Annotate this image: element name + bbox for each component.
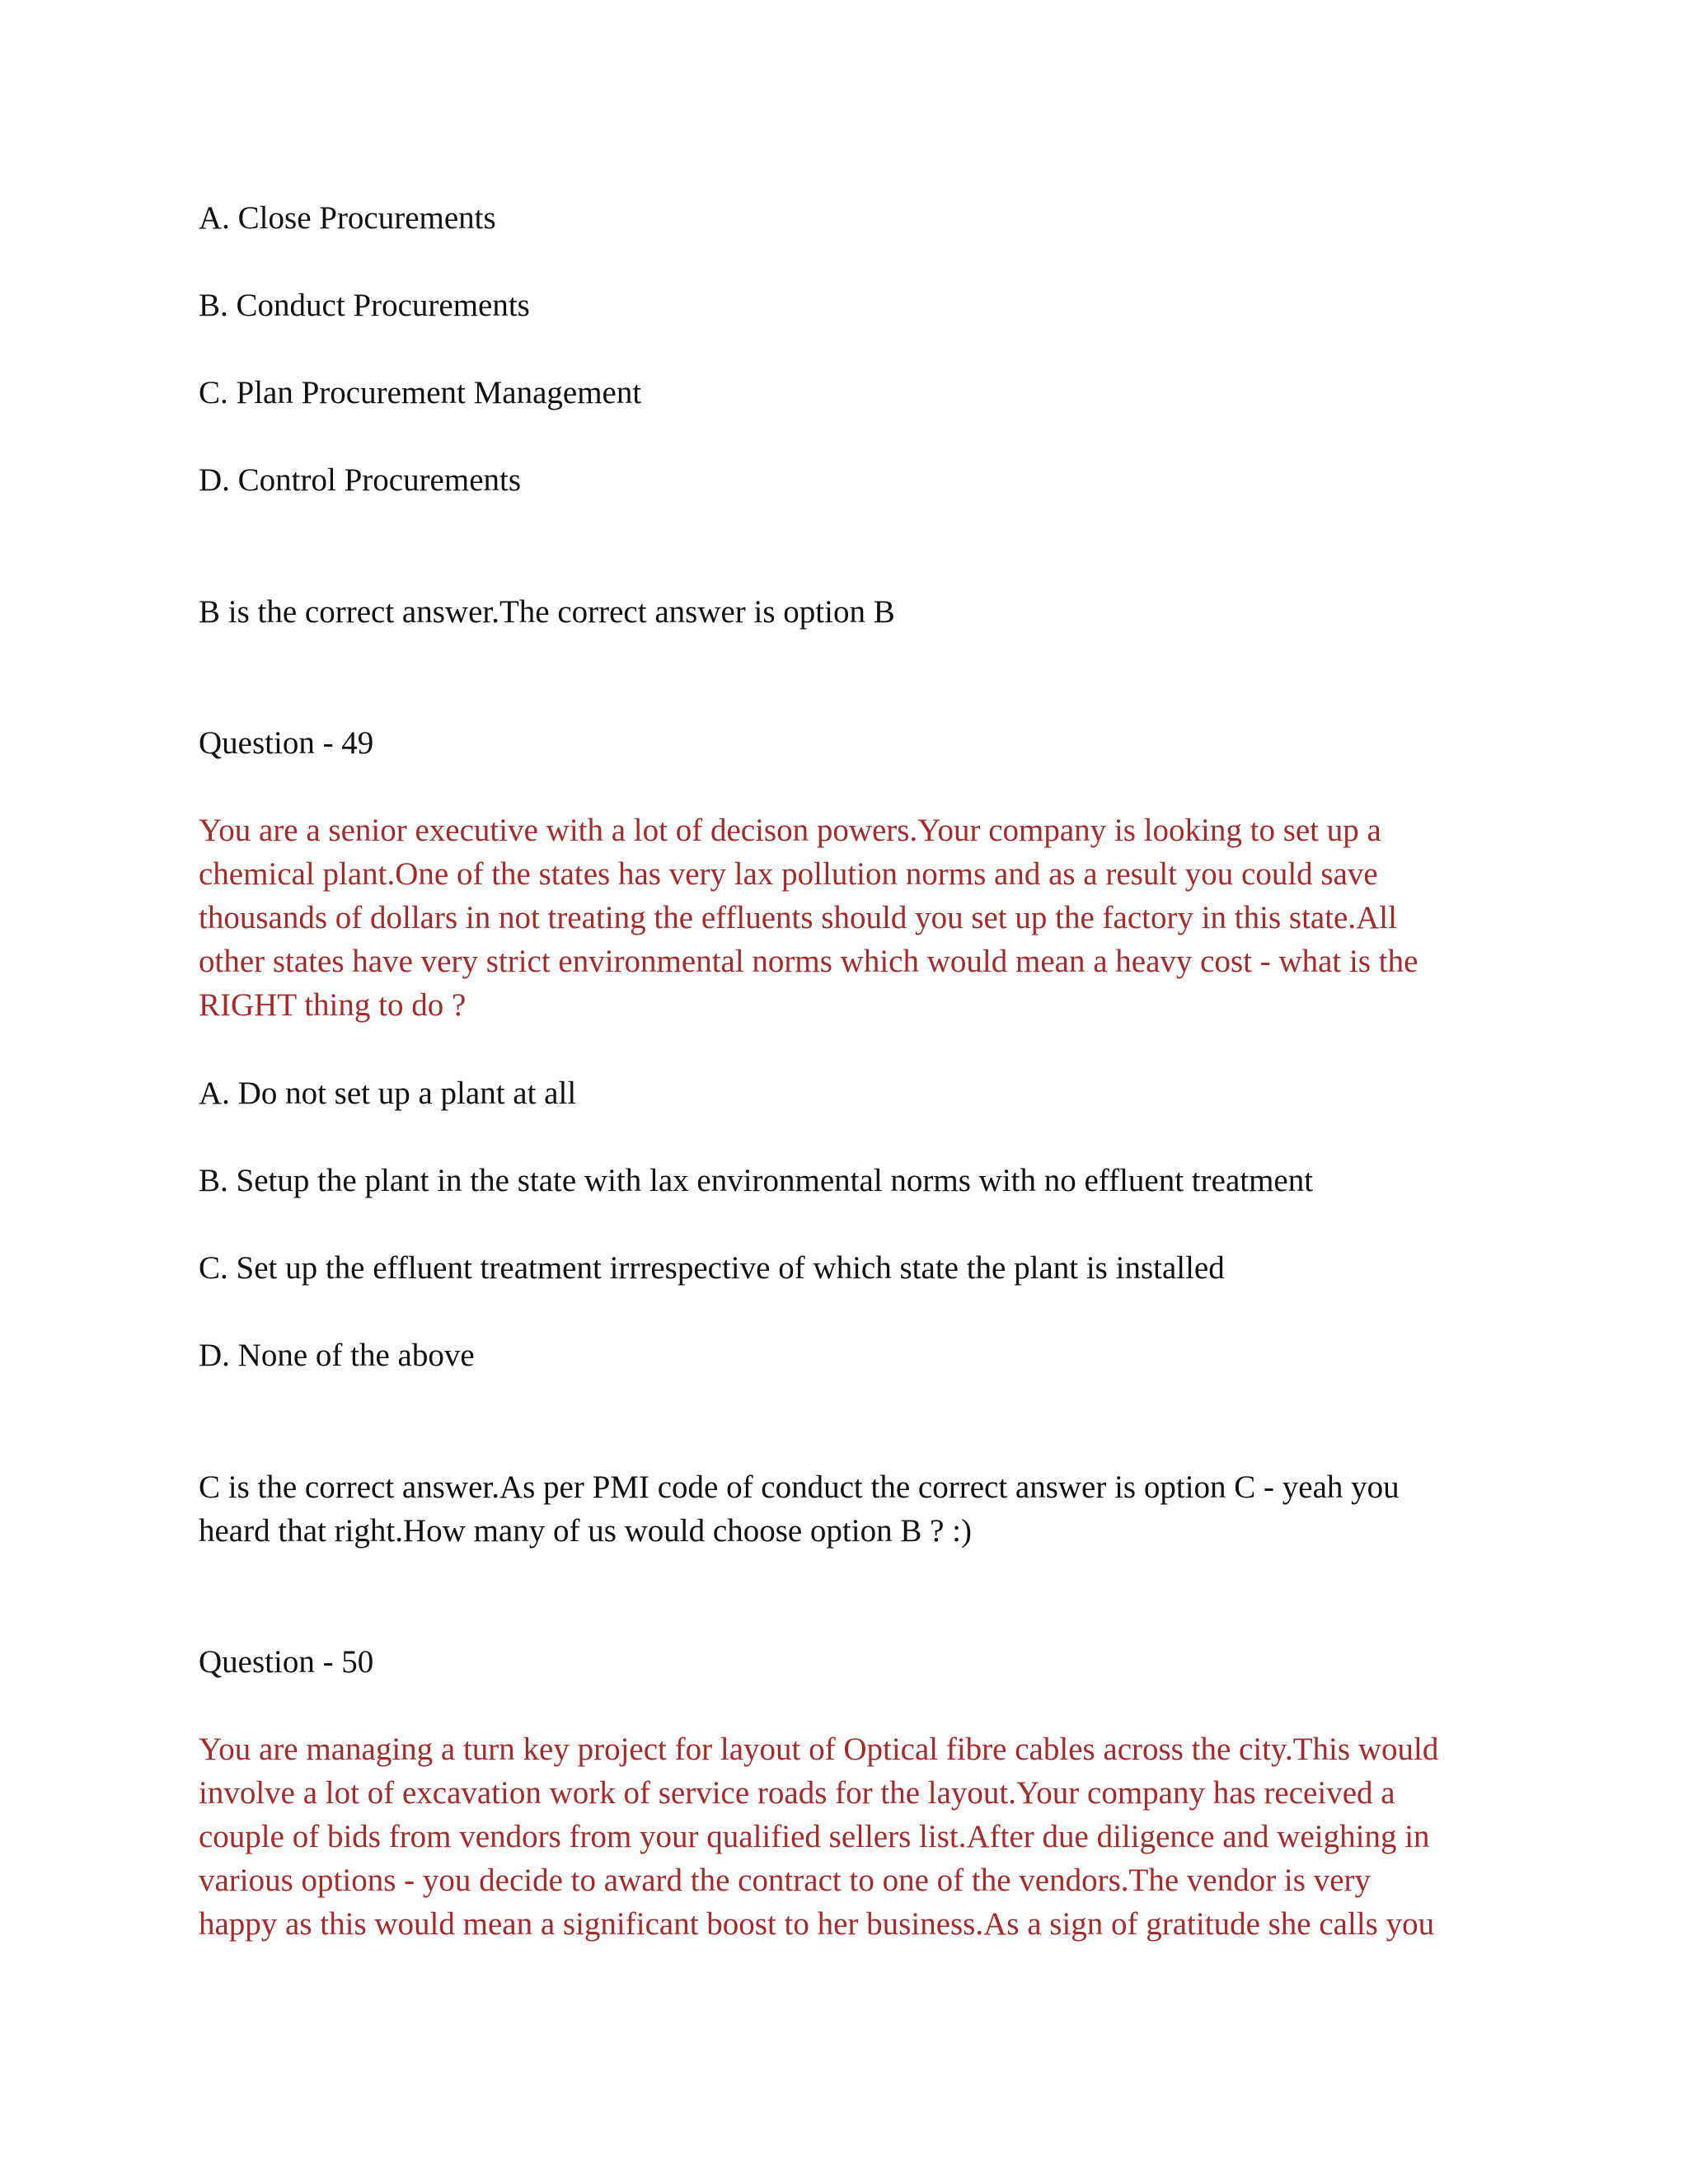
- question-50-text-line: happy as this would mean a significant boost to her business.As a sign of gratitude she calls you: [199, 1906, 1435, 1942]
- question-50-text-line: couple of bids from vendors from your qualified sellers list.After due diligence and weighing in: [199, 1819, 1430, 1854]
- question-49-text-line: You are a senior executive with a lot of decison powers.Your company is looking to set up a: [199, 813, 1381, 848]
- question-49-heading: Question - 49: [199, 725, 374, 761]
- question-49-option-c: C. Set up the effluent treatment irrrespective of which state the plant is installed: [199, 1250, 1225, 1286]
- question-49-text-line: chemical plant.One of the states has very lax pollution norms and as a result you could save: [199, 856, 1378, 892]
- prev-option-a: A. Close Procurements: [199, 200, 496, 236]
- question-50-text-line: You are managing a turn key project for layout of Optical fibre cables across the city.This would: [199, 1732, 1439, 1767]
- question-49-option-a: A. Do not set up a plant at all: [199, 1076, 577, 1111]
- question-49-text-line: other states have very strict environmental norms which would mean a heavy cost - what is the: [199, 944, 1418, 979]
- question-49-answer-line: heard that right.How many of us would choose option B ? :): [199, 1513, 972, 1549]
- question-49-answer-line: C is the correct answer.As per PMI code of conduct the correct answer is option C - yeah you: [199, 1469, 1400, 1505]
- question-50-text-line: involve a lot of excavation work of service roads for the layout.Your company has received a: [199, 1775, 1395, 1811]
- question-50-heading: Question - 50: [199, 1644, 374, 1680]
- question-49-text-line: thousands of dollars in not treating the effluents should you set up the factory in this state.All: [199, 900, 1397, 935]
- question-49-text-line: RIGHT thing to do ?: [199, 987, 467, 1023]
- prev-option-c: C. Plan Procurement Management: [199, 375, 642, 410]
- prev-option-b: B. Conduct Procurements: [199, 288, 530, 323]
- question-50-text-line: various options - you decide to award the contract to one of the vendors.The vendor is very: [199, 1863, 1371, 1898]
- prev-option-d: D. Control Procurements: [199, 462, 522, 498]
- question-49-option-b: B. Setup the plant in the state with lax environmental norms with no effluent treatment: [199, 1163, 1314, 1198]
- prev-answer: B is the correct answer.The correct answer is option B: [199, 594, 895, 630]
- question-49-option-d: D. None of the above: [199, 1338, 475, 1373]
